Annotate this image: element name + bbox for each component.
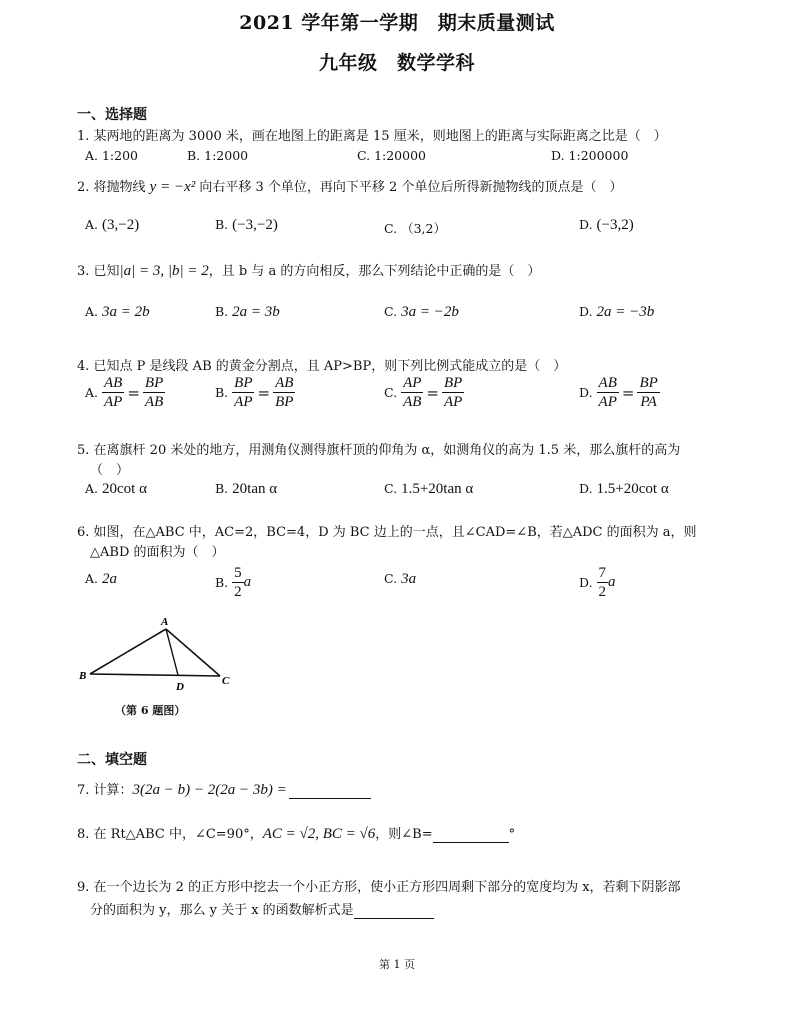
question-1-option-c: C. 1:20000 bbox=[357, 148, 426, 163]
question-3-option-c: C. 3a = −2b bbox=[384, 304, 459, 320]
question-7-expression: 3(2a − b) − 2(2a − 3b) = bbox=[132, 782, 287, 798]
question-1-option-b: B. 1:2000 bbox=[187, 148, 249, 163]
question-3-option-b: B. 2a = 3b bbox=[215, 304, 280, 320]
question-2-expression: y = −x² bbox=[149, 179, 196, 195]
question-2-stem: 2. 将抛物线 y = −x² 向右平移 3 个单位，再向下平移 2 个单位后所得新抛物线的顶点是（ ） bbox=[77, 179, 623, 195]
question-6-stem-line1: 6. 如图，在△ABC 中，AC=2，BC=4，D 为 BC 边上的一点，且∠CAD=∠B，若△ADC 的面积为 a，则 bbox=[77, 525, 697, 540]
question-8-expression: AC = √2, BC = √6 bbox=[262, 826, 376, 842]
question-4-option-c: C. $\frac{AP}{AB}$ = $\frac{BP}{AP}$ bbox=[384, 375, 463, 410]
question-6-option-b: B. $\frac{5}{2}$ a bbox=[215, 565, 252, 600]
vertex-label-d: D bbox=[176, 681, 184, 693]
vertex-label-a: A bbox=[161, 616, 169, 628]
question-8-answer-blank[interactable] bbox=[433, 827, 509, 843]
question-6-option-d: D. $\frac{7}{2}$ a bbox=[579, 565, 616, 600]
question-6-option-c: C. 3a bbox=[384, 571, 417, 587]
side-ab bbox=[90, 629, 166, 674]
question-1-stem: 1. 某两地的距离为 3000 米，画在地图上的距离是 15 厘米，则地图上的距离与实际距离之比是（ ） bbox=[77, 129, 667, 144]
question-5-option-b: B. 20tan α bbox=[215, 481, 278, 497]
page-number: 第 1 页 bbox=[379, 958, 415, 971]
question-4-option-d: D. $\frac{AB}{AP}$ = $\frac{BP}{PA}$ bbox=[579, 375, 658, 410]
question-5-stem-line2: （ ） bbox=[90, 463, 130, 478]
figure-6-caption: （第 6 题图） bbox=[115, 704, 186, 717]
question-1-option-d: D. 1:200000 bbox=[551, 148, 629, 163]
question-5-option-d: D. 1.5+20cot α bbox=[579, 481, 669, 497]
question-6-option-a: A. 2a bbox=[85, 571, 117, 587]
exam-title: 2021 学年第一学期 期末质量测试 bbox=[239, 12, 555, 34]
question-2-option-a: A. (3,−2) bbox=[85, 217, 140, 233]
segment-ad bbox=[166, 629, 178, 675]
question-4-stem: 4. 已知点 P 是线段 AB 的黄金分割点，且 AP>BP，则下列比例式能成立的是（ ） bbox=[77, 359, 567, 374]
question-9-stem-line1: 9. 在一个边长为 2 的正方形中挖去一个小正方形，使小正方形四周剩下部分的宽度均为 x，若剩下阴影部 bbox=[77, 880, 681, 895]
vertex-label-b: B bbox=[79, 670, 87, 682]
question-4-option-a: A. $\frac{AB}{AP}$ = $\frac{BP}{AB}$ bbox=[85, 375, 164, 410]
question-7-answer-blank[interactable] bbox=[289, 783, 371, 799]
question-5-option-a: A. 20cot α bbox=[85, 481, 147, 497]
question-7-stem: 7. 计算：3(2a − b) − 2(2a − 3b) = bbox=[77, 779, 371, 799]
question-2-option-d: D. (−3,2) bbox=[579, 217, 634, 233]
vertex-label-c: C bbox=[222, 675, 230, 687]
triangle-figure bbox=[72, 612, 242, 702]
question-8-stem: 8. 在 Rt△ABC 中，∠C=90°，AC = √2, BC = √6，则∠B= ° bbox=[77, 826, 516, 842]
question-6-stem-line2: △ABD 的面积为（ ） bbox=[90, 545, 225, 560]
question-3-option-d: D. 2a = −3b bbox=[579, 304, 655, 320]
question-3-option-a: A. 3a = 2b bbox=[85, 304, 150, 320]
question-1-option-a: A. 1:200 bbox=[85, 148, 138, 163]
section-fill-title: 二、填空题 bbox=[77, 752, 147, 768]
question-2-option-c: C. （3,2） bbox=[384, 221, 446, 236]
question-3-stem: 3. 已知|a| = 3, |b| = 2，且 b 与 a 的方向相反，那么下列结论中正确的是（ ） bbox=[77, 263, 541, 279]
question-9-stem-line2: 分的面积为 y，那么 y 关于 x 的函数解析式是 bbox=[90, 899, 434, 919]
section-choice-title: 一、选择题 bbox=[77, 107, 147, 123]
question-5-option-c: C. 1.5+20tan α bbox=[384, 481, 474, 497]
question-2-option-b: B. (−3,−2) bbox=[215, 217, 278, 233]
side-bc bbox=[90, 674, 220, 676]
question-3-expression: |a| = 3, |b| = 2 bbox=[119, 263, 209, 279]
question-5-stem-line1: 5. 在离旗杆 20 米处的地方，用测角仪测得旗杆顶的仰角为 α，如测角仪的高为 1.5 米，那么旗杆的高为 bbox=[77, 443, 681, 458]
question-9-answer-blank[interactable] bbox=[354, 903, 434, 919]
question-4-option-b: B. $\frac{BP}{AP}$ = $\frac{AB}{BP}$ bbox=[215, 375, 294, 410]
side-ac bbox=[166, 629, 220, 676]
exam-subtitle: 九年级 数学学科 bbox=[318, 52, 475, 74]
